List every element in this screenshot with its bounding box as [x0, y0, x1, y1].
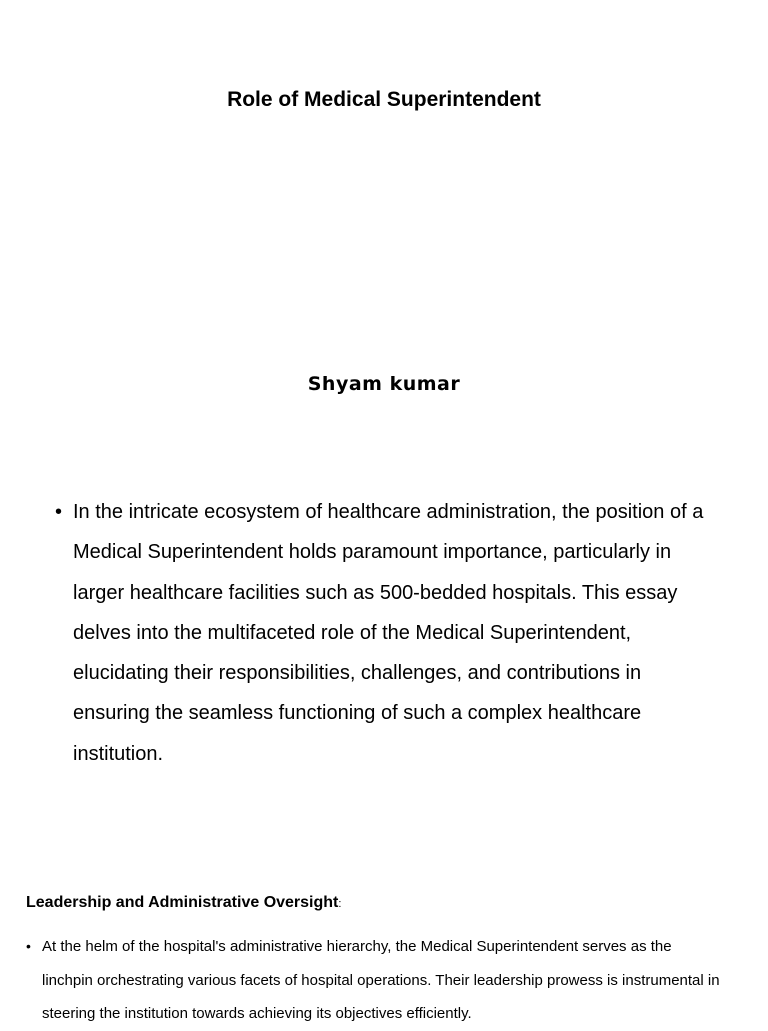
bullet-icon: • [26, 938, 31, 954]
document-title: Role of Medical Superintendent [227, 88, 541, 111]
section-heading-text: Leadership and Administrative Oversight [26, 894, 339, 911]
author-name: Shyam kumar [307, 373, 461, 395]
section-heading [26, 894, 341, 912]
intro-text: In the intricate ecosystem of healthcare administration, the position of a Medical Superintendent holds paramount importance, particularly in larger healthcare facilities such as 500-bedded hospitals. This essay delves into the multifaceted role of the Medical Superintendent, elucidating their responsibilities, challenges, and contributions in ensuring the seamless functioning of such a complex healthcare institution. [73, 501, 704, 765]
intro-paragraph [55, 492, 715, 774]
section-text: At the helm of the hospital's administrative hierarchy, the Medical Superintendent serves as the linchpin orchestrating various facets of hospital operations. Their leadership prowess is instrumental in steering the institution towards achieving its objectives efficiently. [42, 938, 720, 1022]
section-paragraph [26, 930, 726, 1031]
bullet-icon: • [55, 501, 63, 523]
section-heading-colon: : [338, 898, 342, 910]
